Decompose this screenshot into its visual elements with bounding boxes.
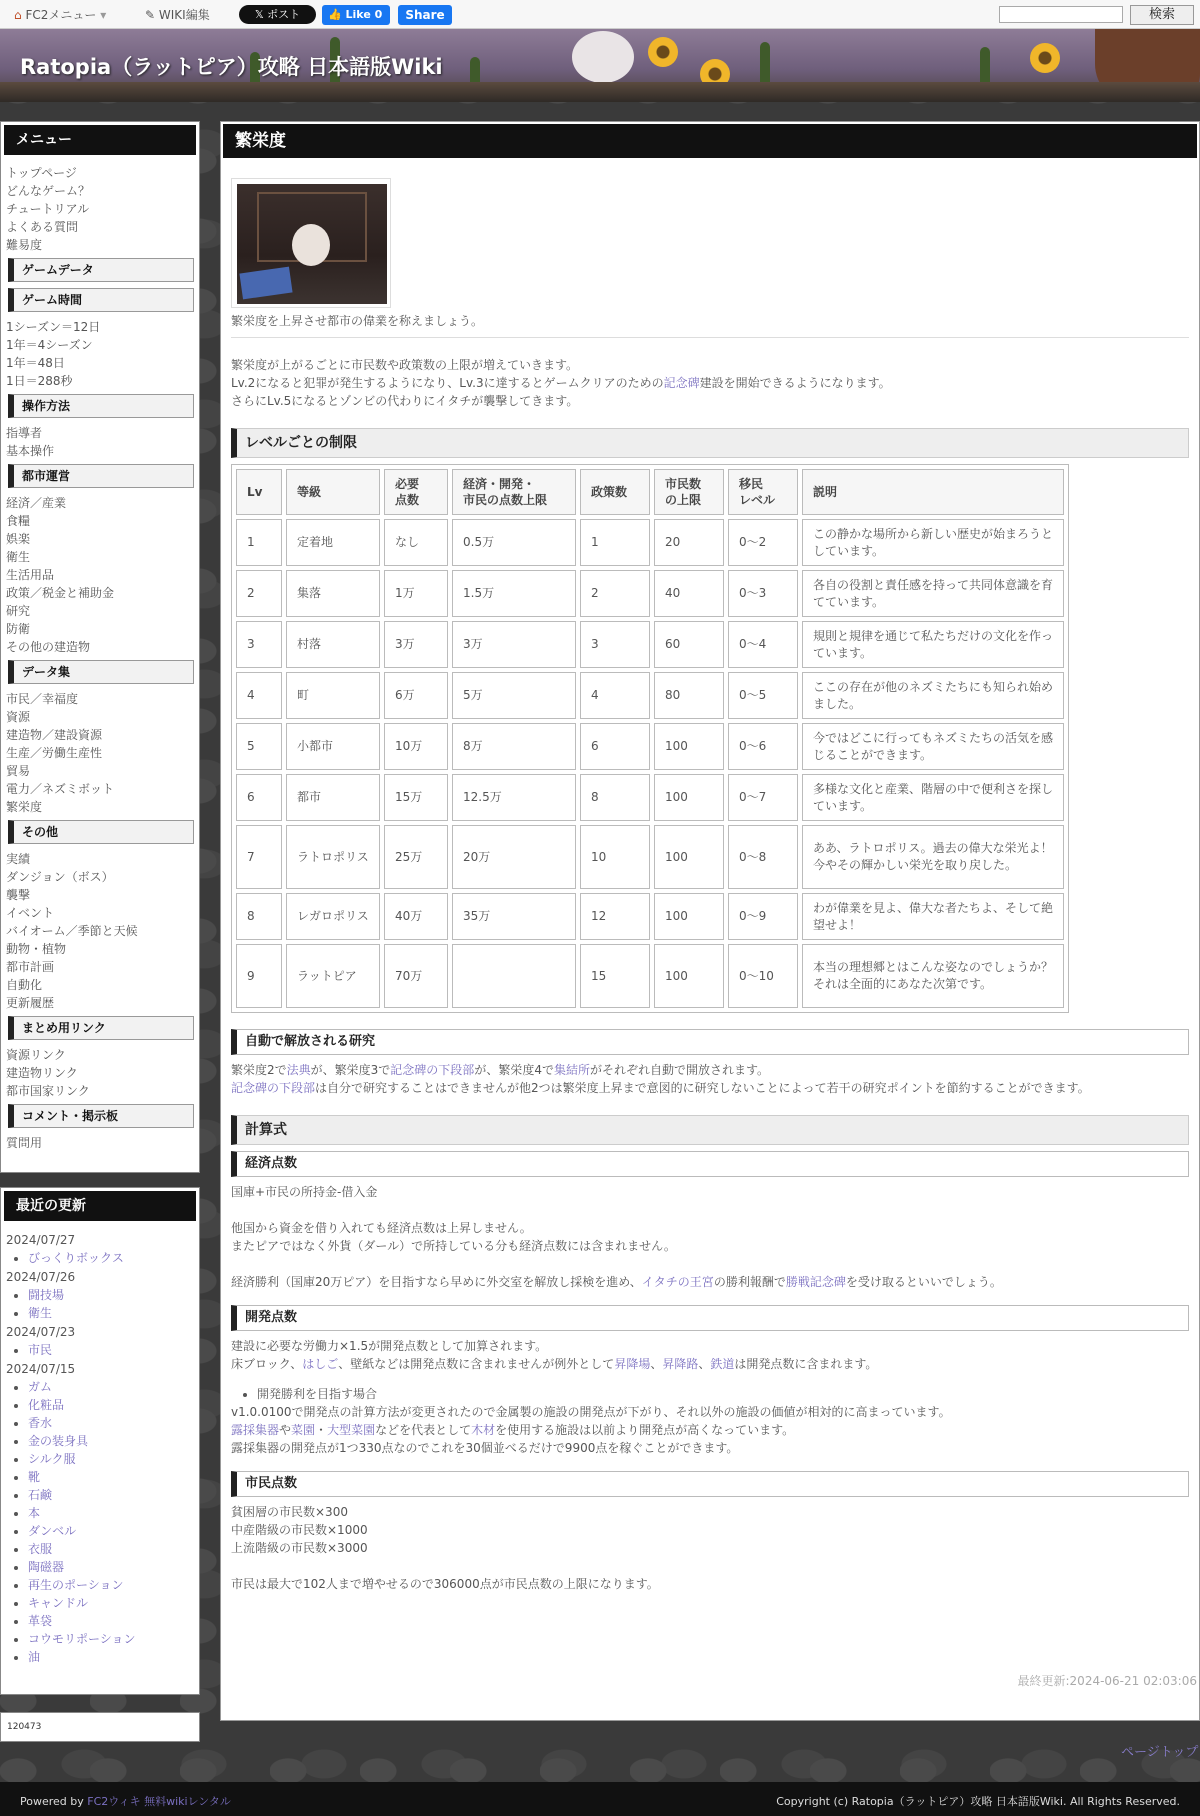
update-item (28, 1286, 194, 1304)
update-item (28, 1486, 194, 1504)
table-cell: 今ではどこに行ってもネズミたちの活気を感じることができます。 (802, 723, 1064, 770)
inline-text: が、繁栄度4で (474, 1063, 554, 1077)
table-cell: 100 (654, 944, 724, 1008)
ground-decoration (0, 82, 1200, 102)
sidebar-menu-link[interactable]: 実績 (6, 852, 31, 866)
update-item (28, 1630, 194, 1648)
sidebar-menu-link[interactable]: 建造物／建設資源 (6, 728, 103, 742)
table-cell: わが偉業を見よ、偉大な者たちよ、そして絶望せよ！ (802, 893, 1064, 940)
update-item (28, 1304, 194, 1322)
inline-link[interactable]: イタチの王宮 (641, 1275, 714, 1289)
access-counter: 120473 (0, 1712, 200, 1742)
table-cell: 20万 (452, 825, 576, 889)
update-item (28, 1576, 194, 1594)
table-cell: 10 (580, 825, 650, 889)
facebook-like-button[interactable]: 👍 Like 0 (322, 5, 390, 25)
table-cell: 40 (654, 570, 724, 617)
table-cell: 0〜9 (728, 893, 798, 940)
sunflower-decoration (1030, 43, 1060, 73)
table-header-row (236, 469, 1064, 515)
sidebar-menu-link[interactable]: 難易度 (6, 238, 43, 252)
desc-line-2 (231, 374, 1189, 392)
prosperity-image (231, 178, 391, 308)
inline-text: は自分で研究することはできませんが他2つは繁栄度上昇まで意図的に研究しないことによって若干の研究ポイントを節約することができます。 (315, 1081, 1090, 1095)
search-button[interactable]: 検索 (1130, 5, 1194, 25)
citizen-poor: 貧困層の市民数×300 (231, 1505, 348, 1519)
table-cell (452, 944, 576, 1008)
level-limits-heading: レベルごとの制限 (231, 428, 1189, 458)
desc-line-2-b: 建設を開始できるようになります。 (699, 376, 891, 390)
table-cell: 0.5万 (452, 519, 576, 566)
table-cell: 8 (236, 893, 282, 940)
table-cell: 0〜7 (728, 774, 798, 821)
table-cell: 村落 (286, 621, 380, 668)
fc2-menu[interactable] (14, 6, 106, 23)
update-date: 2024/07/26 (6, 1270, 76, 1284)
table-header-cell: 説明 (802, 469, 1064, 515)
update-list (6, 1378, 194, 1666)
page-top-link[interactable]: ページトップ (1121, 1745, 1199, 1760)
update-item (28, 1450, 194, 1468)
site-title[interactable]: Ratopia（ラットピア）攻略 日本語版Wiki (20, 55, 443, 79)
update-item (28, 1522, 194, 1540)
table-cell: ああ、ラトロポリス。過去の偉大な栄光よ！ 今やその輝かしい栄光を取り戻した。 (802, 825, 1064, 889)
inline-link[interactable]: 鉄道 (710, 1357, 735, 1371)
update-link[interactable]: 革袋 (28, 1614, 53, 1628)
table-cell: 小都市 (286, 723, 380, 770)
facebook-like-label: Like 0 (345, 8, 383, 21)
table-header-cell: 移民 レベル (728, 469, 798, 515)
fc2-menu-label: FC2メニュー (25, 8, 97, 22)
table-row (236, 519, 1064, 566)
x-post-label: ポスト (267, 8, 301, 21)
wiki-edit-label: WIKI編集 (158, 8, 210, 22)
update-item (28, 1594, 194, 1612)
wiki-edit-link[interactable] (145, 6, 210, 23)
sidebar-menu-link[interactable]: その他の建造物 (6, 640, 91, 654)
development-note (231, 1355, 1189, 1373)
recent-updates-box (0, 1187, 200, 1695)
table-row (236, 672, 1064, 719)
table-cell: 5万 (452, 672, 576, 719)
update-link[interactable]: 衛生 (28, 1306, 53, 1320)
update-item (28, 1558, 194, 1576)
sidebar-menu-title: メニュー (4, 125, 196, 155)
update-item (28, 1341, 194, 1359)
update-list (6, 1341, 194, 1359)
table-cell: 100 (654, 774, 724, 821)
edit-icon: ✎ (145, 8, 156, 22)
inline-link[interactable]: 記念碑の下段部 (390, 1063, 475, 1077)
home-icon: ⌂ (14, 8, 22, 22)
inline-text: が、繁栄度3で (310, 1063, 391, 1077)
update-item (28, 1540, 194, 1558)
update-item (28, 1468, 194, 1486)
table-cell: 60 (654, 621, 724, 668)
inline-text: 、 (650, 1357, 663, 1371)
table-cell: 3 (236, 621, 282, 668)
table-cell: 0〜4 (728, 621, 798, 668)
inline-link[interactable]: 記念碑の下段部 (231, 1081, 316, 1095)
update-item (28, 1504, 194, 1522)
development-score-heading: 開発点数 (231, 1305, 1189, 1331)
table-header-cell: 必要 点数 (384, 469, 448, 515)
update-link[interactable]: 市民 (28, 1343, 53, 1357)
sidebar-menu-link[interactable]: 質問用 (6, 1136, 43, 1150)
sidebar-menu-link[interactable]: 衛生 (6, 550, 31, 564)
intro-text: 繁栄度を上昇させ都市の偉業を称えましょう。 (231, 314, 484, 328)
fc2-wiki-link[interactable]: FC2ウィキ 無料wikiレンタル (87, 1795, 231, 1808)
development-bullet: • 開発勝利を目指す場合 (257, 1385, 1189, 1403)
table-cell: 0〜3 (728, 570, 798, 617)
table-cell: 0〜2 (728, 519, 798, 566)
table-cell: 20 (654, 519, 724, 566)
inline-text: がそれぞれ自動で開放されます。 (589, 1063, 770, 1077)
sidebar-menu-link[interactable]: 生活用品 (6, 568, 55, 582)
table-cell: 100 (654, 893, 724, 940)
citizen-upper: 上流階級の市民数×3000 (231, 1541, 368, 1555)
x-post-button[interactable]: 𝕏 ポスト (239, 5, 316, 24)
sidebar-menu-link[interactable]: 防衛 (6, 622, 31, 636)
table-row (236, 944, 1064, 1008)
formula-heading: 計算式 (231, 1115, 1189, 1145)
update-date: 2024/07/15 (6, 1362, 76, 1376)
sidebar-menu-text: 1年＝48日 (6, 356, 65, 370)
table-header-cell: 経済・開発・ 市民の点数上限 (452, 469, 576, 515)
sidebar-menu-link[interactable]: 都市計画 (6, 960, 55, 974)
sidebar-menu-link[interactable]: どんなゲーム？ (6, 184, 91, 198)
sidebar-section-heading: その他 (8, 820, 194, 844)
table-cell: 6万 (384, 672, 448, 719)
table-cell: 100 (654, 723, 724, 770)
auto-research-heading: 自動で解放される研究 (231, 1029, 1189, 1055)
sidebar-menu-link[interactable]: トップページ (6, 166, 77, 180)
table-cell: 1 (580, 519, 650, 566)
update-link[interactable]: 再生のポーション (28, 1578, 124, 1592)
table-row (236, 570, 1064, 617)
table-cell: この静かな場所から新しい歴史が始まろうとしています。 (802, 519, 1064, 566)
sidebar-menu-link[interactable]: 建造物リンク (6, 1066, 78, 1080)
sidebar-menu-link[interactable]: バイオーム／季節と天候 (6, 924, 138, 938)
inline-link[interactable]: 大型菜園 (327, 1423, 376, 1437)
sidebar-menu-link[interactable]: 経済／産業 (6, 496, 67, 510)
development-wood-note (231, 1421, 1189, 1439)
table-cell: 本当の理想郷とはこんな姿なのでしょうか？ それは全面的にあなた次第です。 (802, 944, 1064, 1008)
update-item (28, 1378, 194, 1396)
sunflower-decoration (648, 37, 678, 67)
update-date: 2024/07/27 (6, 1233, 76, 1247)
table-row (236, 621, 1064, 668)
update-item (28, 1612, 194, 1630)
update-list (6, 1286, 194, 1322)
sidebar-section-heading: 都市運営 (8, 464, 194, 488)
table-cell: 70万 (384, 944, 448, 1008)
update-item (28, 1414, 194, 1432)
table-cell: 7 (236, 825, 282, 889)
inline-text: を受け取るといいでしょう。 (845, 1275, 1002, 1289)
sidebar-menu-link[interactable]: 娯楽 (6, 532, 31, 546)
site-footer (0, 1782, 1200, 1816)
sidebar-menu-link[interactable]: 貿易 (6, 764, 31, 778)
sidebar-section-heading: データ集 (8, 660, 194, 684)
powered-by-prefix: Powered by (20, 1795, 88, 1808)
inline-link[interactable]: 昇降場 (614, 1357, 651, 1371)
table-cell: 25万 (384, 825, 448, 889)
table-row (236, 893, 1064, 940)
sidebar-section-heading: ゲームデータ (8, 258, 194, 282)
sidebar-menu-text: 1年＝4シーズン (6, 338, 93, 352)
auto-research-text-1 (231, 1061, 1189, 1079)
citizen-max-note: 市民は最大で102人まで増やせるので306000点が市民点数の上限になります。 (231, 1577, 659, 1591)
table-cell: ラットピア (286, 944, 380, 1008)
mouse-illustration (572, 31, 634, 83)
development-bullet-list (231, 1385, 1189, 1403)
update-item (28, 1249, 194, 1267)
sidebar-menu-link[interactable]: 襲撃 (6, 888, 31, 902)
inline-link[interactable]: 木材 (471, 1423, 496, 1437)
last-updated: 最終更新:2024-06-21 02:03:06 (1017, 1674, 1197, 1688)
inline-link[interactable]: はしご (302, 1357, 339, 1371)
inline-text: 、 (698, 1357, 711, 1371)
site-header (0, 29, 1200, 102)
sidebar-menu-link[interactable]: 繁栄度 (6, 800, 43, 814)
inline-text: 経済勝利（国庫20万ピア）を目指すなら早めに外交室を解放し採検を進め、 (231, 1275, 642, 1289)
sidebar-menu-link[interactable]: 資源 (6, 710, 31, 724)
sidebar-menu-link[interactable]: イベント (6, 906, 55, 920)
table-cell: 15 (580, 944, 650, 1008)
table-cell: 12.5万 (452, 774, 576, 821)
table-header-cell: 市民数 の上限 (654, 469, 724, 515)
table-cell: 定着地 (286, 519, 380, 566)
auto-research-text-2 (231, 1079, 1189, 1097)
update-link[interactable]: コウモリポーション (28, 1632, 136, 1646)
economy-note-1: 他国から資金を借り入れても経済点数は上昇しません。 (231, 1221, 532, 1235)
table-cell: 0〜6 (728, 723, 798, 770)
economy-score-heading: 経済点数 (231, 1151, 1189, 1177)
main-content (220, 121, 1200, 1721)
level-limits-table (231, 464, 1069, 1013)
table-cell: 80 (654, 672, 724, 719)
desc-line-3: さらにLv.5になるとゾンビの代わりにイタチが襲撃してきます。 (231, 394, 579, 408)
fc2-toolbar (0, 0, 1200, 29)
inline-link[interactable]: 法典 (286, 1063, 311, 1077)
update-link[interactable]: 衣服 (28, 1542, 53, 1556)
update-link[interactable]: 化粧品 (28, 1398, 65, 1412)
table-cell: 12 (580, 893, 650, 940)
sidebar (0, 121, 200, 1695)
table-cell: 都市 (286, 774, 380, 821)
page-title: 繁栄度 (223, 124, 1197, 158)
sidebar-menu-link[interactable]: 動物・植物 (6, 942, 67, 956)
table-row (236, 774, 1064, 821)
table-cell: 2 (236, 570, 282, 617)
update-link[interactable]: 金の装身具 (28, 1434, 89, 1448)
table-cell: 10万 (384, 723, 448, 770)
sidebar-menu-link[interactable]: チュートリアル (6, 202, 90, 216)
inline-link[interactable]: 菜園 (291, 1423, 316, 1437)
inline-text: ・ (315, 1423, 328, 1437)
update-list (6, 1249, 194, 1267)
sidebar-section-heading: コメント・掲示板 (8, 1104, 194, 1128)
development-version-note: v1.0.0100で開発点の計算方法が変更されたので金属製の施設の開発点が下がり、それ以外の施設の価値が相対的に高まっています。 (231, 1405, 951, 1419)
sidebar-menu-link[interactable]: 生産／労働生産性 (6, 746, 103, 760)
sidebar-menu-link[interactable]: 市民／幸福度 (6, 692, 79, 706)
update-item (28, 1648, 194, 1666)
rat-shape (292, 224, 330, 266)
sidebar-menu-link[interactable]: 都市国家リンク (6, 1084, 90, 1098)
inline-text: の勝利報酬で (713, 1275, 786, 1289)
sidebar-menu-link[interactable]: よくある質問 (6, 220, 79, 234)
desc-line-1: 繁栄度が上がるごとに市民数や政策数の上限が増えていきます。 (231, 358, 579, 372)
table-cell: 0〜5 (728, 672, 798, 719)
development-dew-note: 露採集器の開発点が1つ330点なのでこれを30個並べるだけで9900点を稼ぐことができます。 (231, 1441, 739, 1455)
table-cell: 8 (580, 774, 650, 821)
desc-line-2-a: Lv.2になると犯罪が発生するようになり、Lv.3に達するとゲームクリアのための (231, 376, 664, 390)
update-item (28, 1432, 194, 1450)
table-row (236, 825, 1064, 889)
table-cell: 100 (654, 825, 724, 889)
sidebar-menu-link[interactable]: 電力／ネズミボット (6, 782, 115, 796)
sidebar-menu-text: 1シーズン＝12日 (6, 320, 101, 334)
sidebar-menu-link[interactable]: 資源リンク (6, 1048, 66, 1062)
facebook-share-button[interactable]: Share (398, 5, 452, 25)
table-header-cell: Lv (236, 469, 282, 515)
inline-text: は開発点数に含まれます。 (734, 1357, 878, 1371)
table-cell: 1.5万 (452, 570, 576, 617)
table-cell: レガロポリス (286, 893, 380, 940)
development-formula: 建設に必要な労働力×1.5が開発点数として加算されます。 (231, 1339, 548, 1353)
sidebar-menu-text: 1日＝288秒 (6, 374, 73, 388)
update-link[interactable]: 香水 (28, 1416, 53, 1430)
sidebar-section-heading: まとめ用リンク (8, 1016, 194, 1040)
table-cell: 3万 (384, 621, 448, 668)
sidebar-section-heading: 操作方法 (8, 394, 194, 418)
inline-text: や (279, 1423, 292, 1437)
table-cell: ラトロポリス (286, 825, 380, 889)
sidebar-menu-body (1, 158, 199, 1162)
inline-text: などを代表として (375, 1423, 472, 1437)
inline-link[interactable]: 昇降路 (662, 1357, 699, 1371)
inline-link[interactable]: 集結所 (553, 1063, 590, 1077)
copyright: Copyright (c) Ratopia（ラットピア）攻略 日本語版Wiki. All Rights Reserved. (776, 1795, 1180, 1808)
update-date: 2024/07/23 (6, 1325, 76, 1339)
table-cell: 0〜10 (728, 944, 798, 1008)
table-cell: 多様な文化と産業、階層の中で便利さを探しています。 (802, 774, 1064, 821)
sidebar-menu-link[interactable]: 基本操作 (6, 444, 55, 458)
table-cell: 集落 (286, 570, 380, 617)
table-cell: 1 (236, 519, 282, 566)
sidebar-menu-link[interactable]: 食糧 (6, 514, 31, 528)
update-link[interactable]: 油 (28, 1650, 41, 1664)
economy-note-2: またピアではなく外貨（ダール）で所持している分も経済点数には含まれません。 (231, 1239, 676, 1253)
update-link[interactable]: びっくりボックス (28, 1251, 124, 1265)
table-cell: ここの存在が他のネズミたちにも知られ始めました。 (802, 672, 1064, 719)
update-link[interactable]: ダンベル (28, 1524, 77, 1538)
table-cell: 6 (580, 723, 650, 770)
update-link[interactable]: シルク服 (28, 1452, 76, 1466)
update-link[interactable]: 陶磁器 (28, 1560, 65, 1574)
update-link[interactable]: ガム (28, 1380, 53, 1394)
table-cell: 3 (580, 621, 650, 668)
table-header-cell: 政策数 (580, 469, 650, 515)
search-input[interactable] (999, 6, 1123, 23)
chevron-down-icon: ▾ (100, 8, 107, 22)
powered-by (20, 1793, 231, 1809)
sidebar-menu-link[interactable]: 指導者 (6, 426, 43, 440)
inline-text: 床ブロック、 (231, 1357, 303, 1371)
inline-text: 、壁紙などは開発点数に含まれませんが例外として (338, 1357, 615, 1371)
table-cell: なし (384, 519, 448, 566)
table-cell: 町 (286, 672, 380, 719)
sidebar-menu-link[interactable]: 自動化 (6, 978, 43, 992)
table-cell: 5 (236, 723, 282, 770)
sidebar-menu-link[interactable]: 更新履歴 (6, 996, 55, 1010)
sidebar-menu-link[interactable]: ダンジョン（ボス） (6, 870, 114, 884)
table-cell: 1万 (384, 570, 448, 617)
table-cell: 40万 (384, 893, 448, 940)
economy-tip (231, 1273, 1189, 1291)
economy-formula: 国庫+市民の所持金-借入金 (231, 1185, 378, 1199)
table-cell: 8万 (452, 723, 576, 770)
table-cell: 15万 (384, 774, 448, 821)
inline-link[interactable]: 勝戦記念碑 (785, 1275, 846, 1289)
table-cell: 4 (236, 672, 282, 719)
table-cell: 9 (236, 944, 282, 1008)
sidebar-section-heading: ゲーム時間 (8, 288, 194, 312)
table-cell: 3万 (452, 621, 576, 668)
table-cell: 35万 (452, 893, 576, 940)
table-body (236, 519, 1064, 1008)
inline-text: 繁栄度2で (231, 1063, 287, 1077)
table-header-cell: 等級 (286, 469, 380, 515)
table-cell: 各自の役割と責任感を持って共同体意識を育てています。 (802, 570, 1064, 617)
table-cell: 規則と規律を通じて私たちだけの文化を作っています。 (802, 621, 1064, 668)
citizen-middle: 中産階級の市民数×1000 (231, 1523, 368, 1537)
table-cell: 0〜8 (728, 825, 798, 889)
sign-shape (239, 267, 292, 300)
rat-leader-illustration (237, 184, 387, 304)
recent-updates-title: 最近の更新 (4, 1191, 196, 1221)
sidebar-menu-box (0, 121, 200, 1173)
table-cell: 6 (236, 774, 282, 821)
citizen-score-heading: 市民点数 (231, 1471, 1189, 1497)
inline-link[interactable]: 露採集器 (231, 1423, 280, 1437)
sidebar-menu-link[interactable]: 研究 (6, 604, 31, 618)
update-link[interactable]: キャンドル (28, 1596, 89, 1610)
table-cell: 4 (580, 672, 650, 719)
update-link[interactable]: 本 (28, 1506, 41, 1520)
monument-link[interactable]: 記念碑 (663, 376, 700, 390)
inline-text: を使用する施設は以前より開発点が高くなっています。 (495, 1423, 795, 1437)
table-row (236, 723, 1064, 770)
update-link[interactable]: 闘技場 (28, 1288, 65, 1302)
divider (231, 332, 1189, 338)
update-link[interactable]: 石鹸 (28, 1488, 53, 1502)
update-link[interactable]: 靴 (28, 1470, 41, 1484)
table-cell: 2 (580, 570, 650, 617)
update-item (28, 1396, 194, 1414)
recent-updates-body (1, 1224, 199, 1676)
sidebar-menu-link[interactable]: 政策／税金と補助金 (6, 586, 115, 600)
